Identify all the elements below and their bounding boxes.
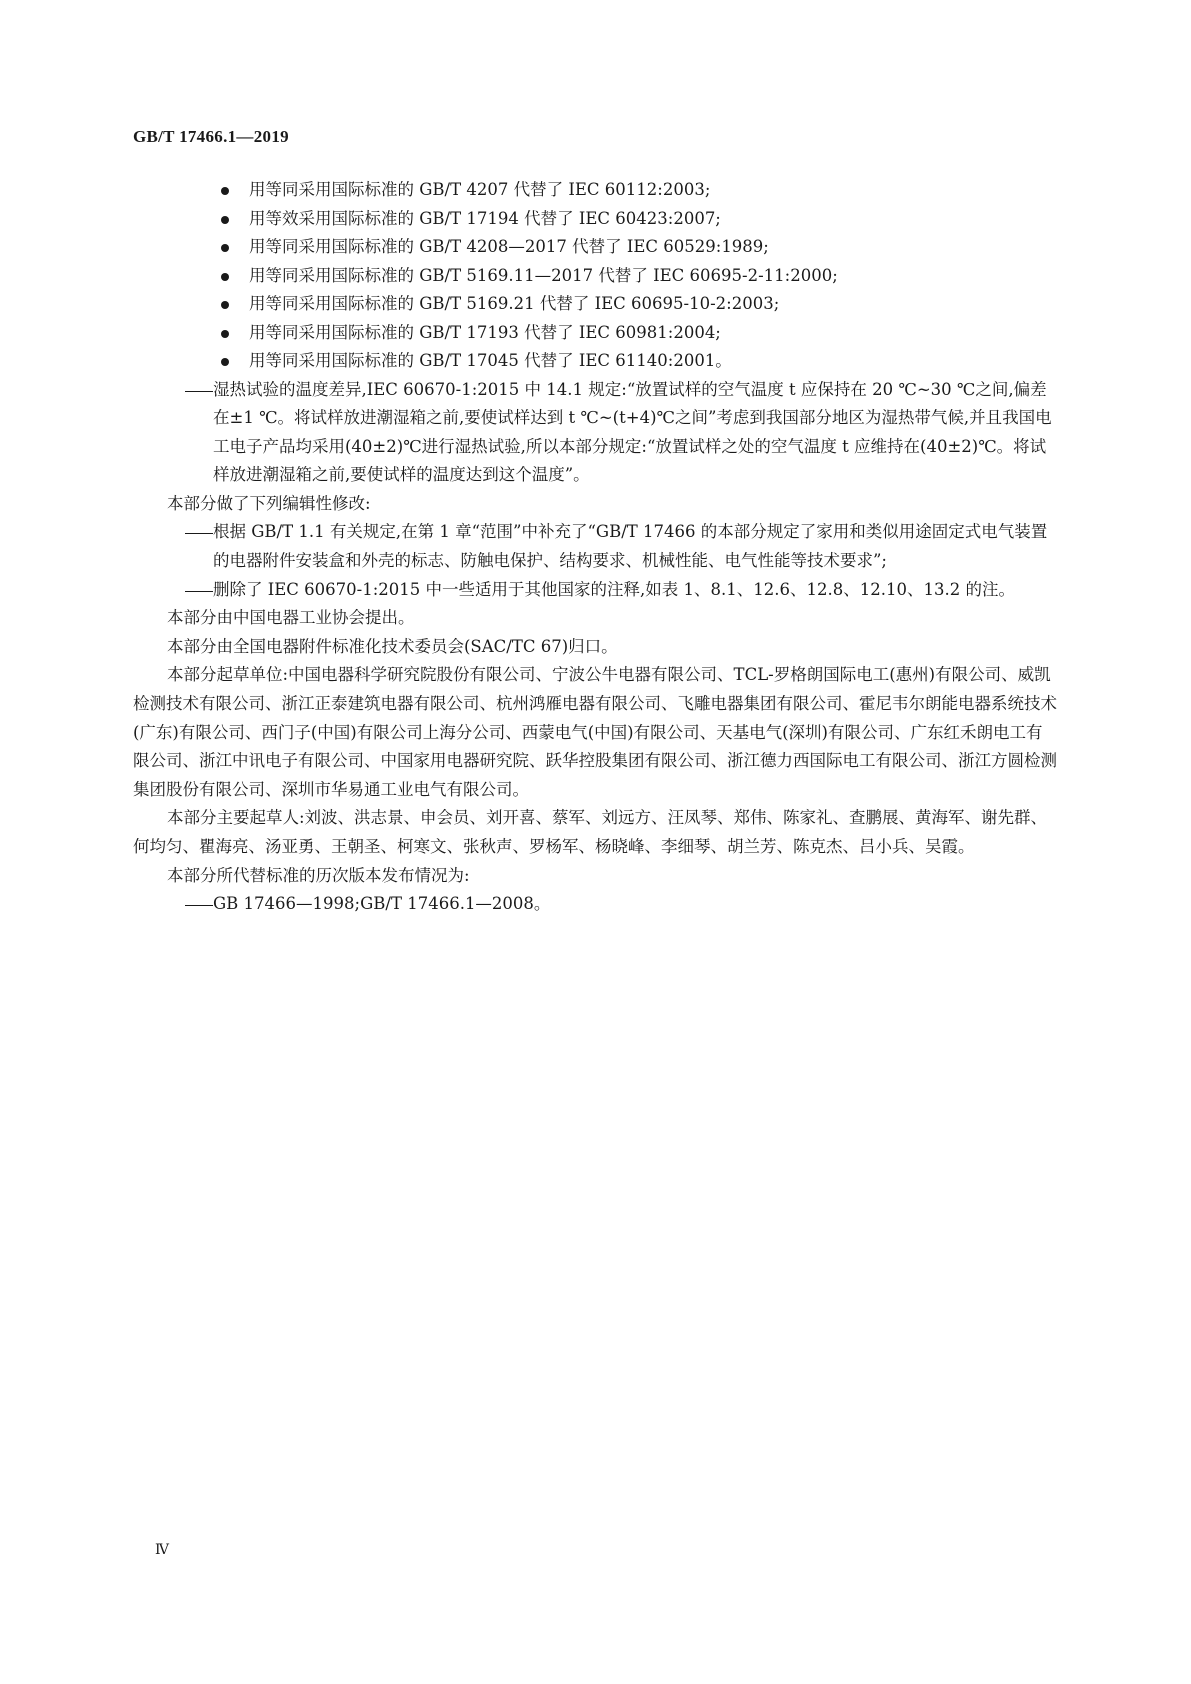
humidity-test-difference: 湿热试验的温度差异,IEC 60670-1:2015 中 14.1 规定:“放置试样的空气温度 t 应保持在 20 ℃~30 ℃之间,偏差在±1 ℃。将试样放进潮湿箱之前,要使试样达到 t ℃~(t+4)℃之间”考虑到我国部分地区为湿热带气候,并且我国电工电子产品均采用(40±2)℃进行湿热试验,所以本部分规定:“放置试样之处的空气温度 t 应维持在(40±2)℃。将试样放进潮湿箱之前,要使试样的温度达到这个温度”。 [213, 379, 1052, 485]
bullet-icon [221, 301, 229, 309]
list-item: 用等同采用国际标准的 GB/T 17193 代替了 IEC 60981:2004; [133, 319, 1057, 348]
list-item: 用等同采用国际标准的 GB/T 4208—2017 代替了 IEC 60529:1989; [133, 233, 1057, 262]
standard-code-header: GB/T 17466.1—2019 [133, 127, 289, 146]
history-intro: 本部分所代替标准的历次版本发布情况为: [167, 865, 470, 885]
bullet-icon [221, 187, 229, 195]
list-item: 用等同采用国际标准的 GB/T 5169.11—2017 代替了 IEC 60695-2-11:2000; [133, 262, 1057, 291]
bullet-icon [221, 273, 229, 281]
history-item: GB 17466—1998;GB/T 17466.1—2008。 [213, 894, 551, 914]
proposed-by: 本部分由中国电器工业协会提出。 [167, 608, 415, 628]
bullet-icon [221, 216, 229, 224]
list-item: 用等同采用国际标准的 GB/T 5169.21 代替了 IEC 60695-10-2:2003; [133, 290, 1057, 319]
replacement-standards-list [133, 176, 1057, 376]
edit-intro: 本部分做了下列编辑性修改: [167, 493, 371, 513]
list-item: 用等效采用国际标准的 GB/T 17194 代替了 IEC 60423:2007; [133, 205, 1057, 234]
list-item: 用等同采用国际标准的 GB/T 4207 代替了 IEC 60112:2003; [133, 176, 1057, 205]
document-body [133, 176, 1057, 919]
list-item: 用等同采用国际标准的 GB/T 17045 代替了 IEC 61140:2001。 [133, 347, 1057, 376]
drafting-units: 本部分起草单位:中国电器科学研究院股份有限公司、宁波公牛电器有限公司、TCL-罗格朗国际电工(惠州)有限公司、威凯检测技术有限公司、浙江正泰建筑电器有限公司、杭州鸿雁电器有限公司、飞雕电器集团有限公司、霍尼韦尔朗能电器系统技术(广东)有限公司、西门子(中国)有限公司上海分公司、西蒙电气(中国)有限公司、天基电气(深圳)有限公司、广东红禾朗电工有限公司、浙江中讯电子有限公司、中国家用电器研究院、跃华控股集团有限公司、浙江德力西国际电工有限公司、浙江方圆检测集团股份有限公司、深圳市华易通工业电气有限公司。 [133, 665, 1057, 799]
page-number: Ⅳ [155, 1543, 169, 1558]
edit-item: 根据 GB/T 1.1 有关规定,在第 1 章“范围”中补充了“GB/T 17466 的本部分规定了家用和类似用途固定式电气装置的电器附件安装盒和外壳的标志、防触电保护、结构要求、机械性能、电气性能等技术要求”; [213, 522, 1048, 571]
bullet-icon [221, 358, 229, 366]
bullet-icon [221, 330, 229, 338]
bullet-icon [221, 244, 229, 252]
main-drafters: 本部分主要起草人:刘波、洪志景、申会员、刘开喜、蔡军、刘远方、汪凤琴、郑伟、陈家礼、查鹏展、黄海军、谢先群、何均匀、瞿海亮、汤亚勇、王朝圣、柯寒文、张秋声、罗杨军、杨晓峰、李细琴、胡兰芳、陈克杰、吕小兵、吴霞。 [133, 808, 1048, 856]
edit-item: 删除了 IEC 60670-1:2015 中一些适用于其他国家的注释,如表 1、8.1、12.6、12.8、12.10、13.2 的注。 [213, 579, 1015, 599]
centralized-by: 本部分由全国电器附件标准化技术委员会(SAC/TC 67)归口。 [167, 636, 618, 656]
